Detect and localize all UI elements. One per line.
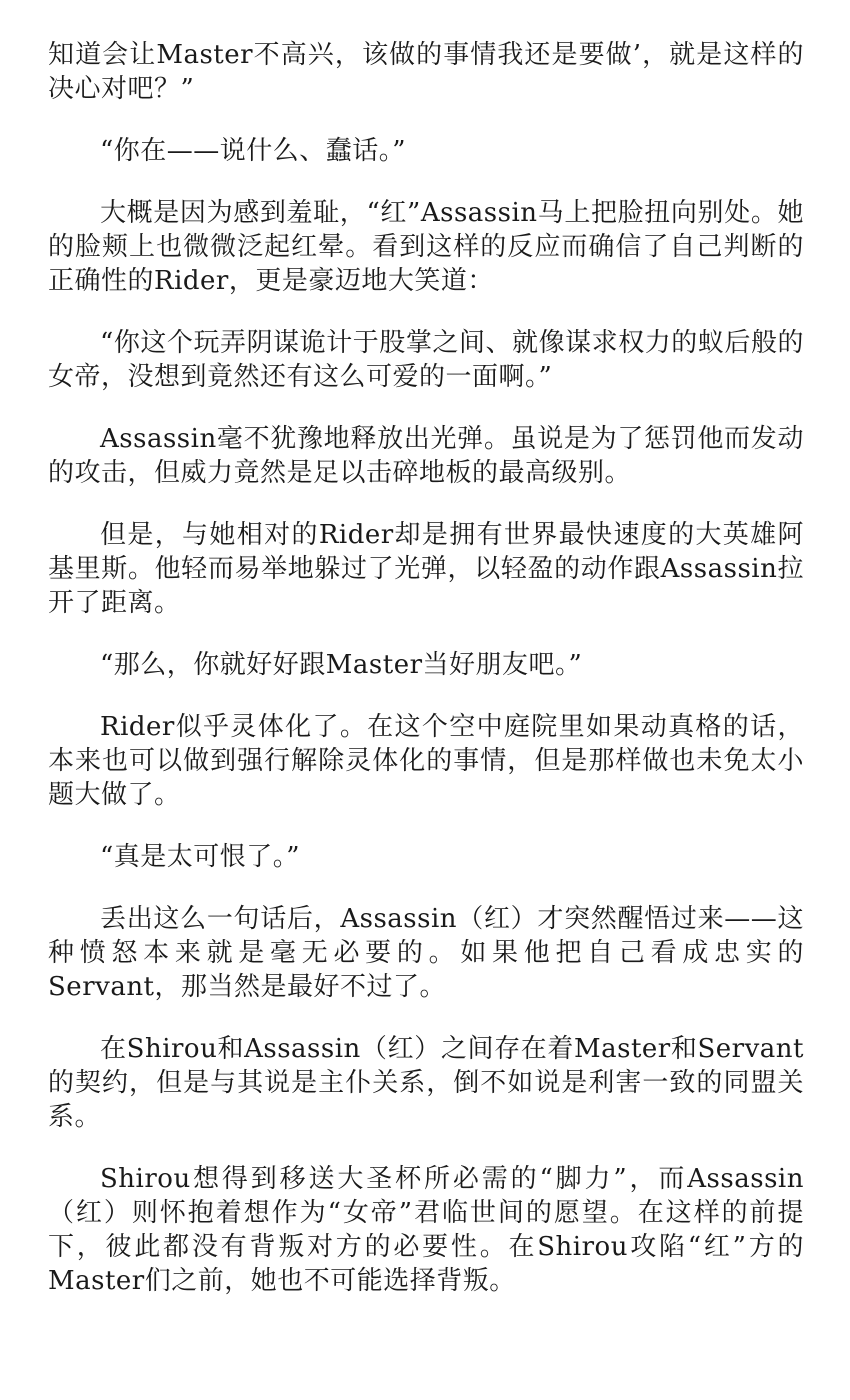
paragraph-12: Shirou想得到移送大圣杯所必需的“脚力”，而Assassin（红）则怀抱着想作为“女帝”君临世间的愿望。在这样的前提下，彼此都没有背叛对方的必要性。在Shirou攻陷“红”方的Master们之前，她也不可能选择背叛。 — [48, 1164, 804, 1296]
paragraph-2: “你在——说什么、蠢话。” — [100, 136, 407, 166]
paragraph-8: Rider似乎灵体化了。在这个空中庭院里如果动真格的话，本来也可以做到强行解除灵体化的事情，但是那样做也未免太小题大做了。 — [48, 712, 804, 810]
paragraph-1: 知道会让Master不高兴，该做的事情我还是要做’，就是这样的决心对吧？” — [48, 40, 804, 104]
paragraph-4: “你这个玩弄阴谋诡计于股掌之间、就像谋求权力的蚁后般的女帝，没想到竟然还有这么可爱的一面啊。” — [48, 328, 804, 392]
paragraph-11: 在Shirou和Assassin（红）之间存在着Master和Servant的契约，但是与其说是主仆关系，倒不如说是利害一致的同盟关系。 — [48, 1034, 804, 1132]
paragraph-6: 但是，与她相对的Rider却是拥有世界最快速度的大英雄阿基里斯。他轻而易举地躲过了光弹，以轻盈的动作跟Assassin拉开了距离。 — [48, 520, 804, 618]
paragraph-9: “真是太可恨了。” — [100, 842, 301, 872]
document-page — [48, 38, 804, 1326]
paragraph-3: 大概是因为感到羞耻，“红”Assassin马上把脸扭向别处。她的脸颊上也微微泛起红晕。看到这样的反应而确信了自己判断的正确性的Rider，更是豪迈地大笑道： — [48, 198, 804, 296]
paragraph-10: 丢出这么一句话后，Assassin（红）才突然醒悟过来——这种愤怒本来就是毫无必要的。如果他把自己看成忠实的Servant，那当然是最好不过了。 — [48, 904, 804, 1002]
paragraph-5: Assassin毫不犹豫地释放出光弹。虽说是为了惩罚他而发动的攻击，但威力竟然是足以击碎地板的最高级别。 — [48, 424, 804, 488]
paragraph-7: “那么，你就好好跟Master当好朋友吧。” — [100, 650, 583, 680]
